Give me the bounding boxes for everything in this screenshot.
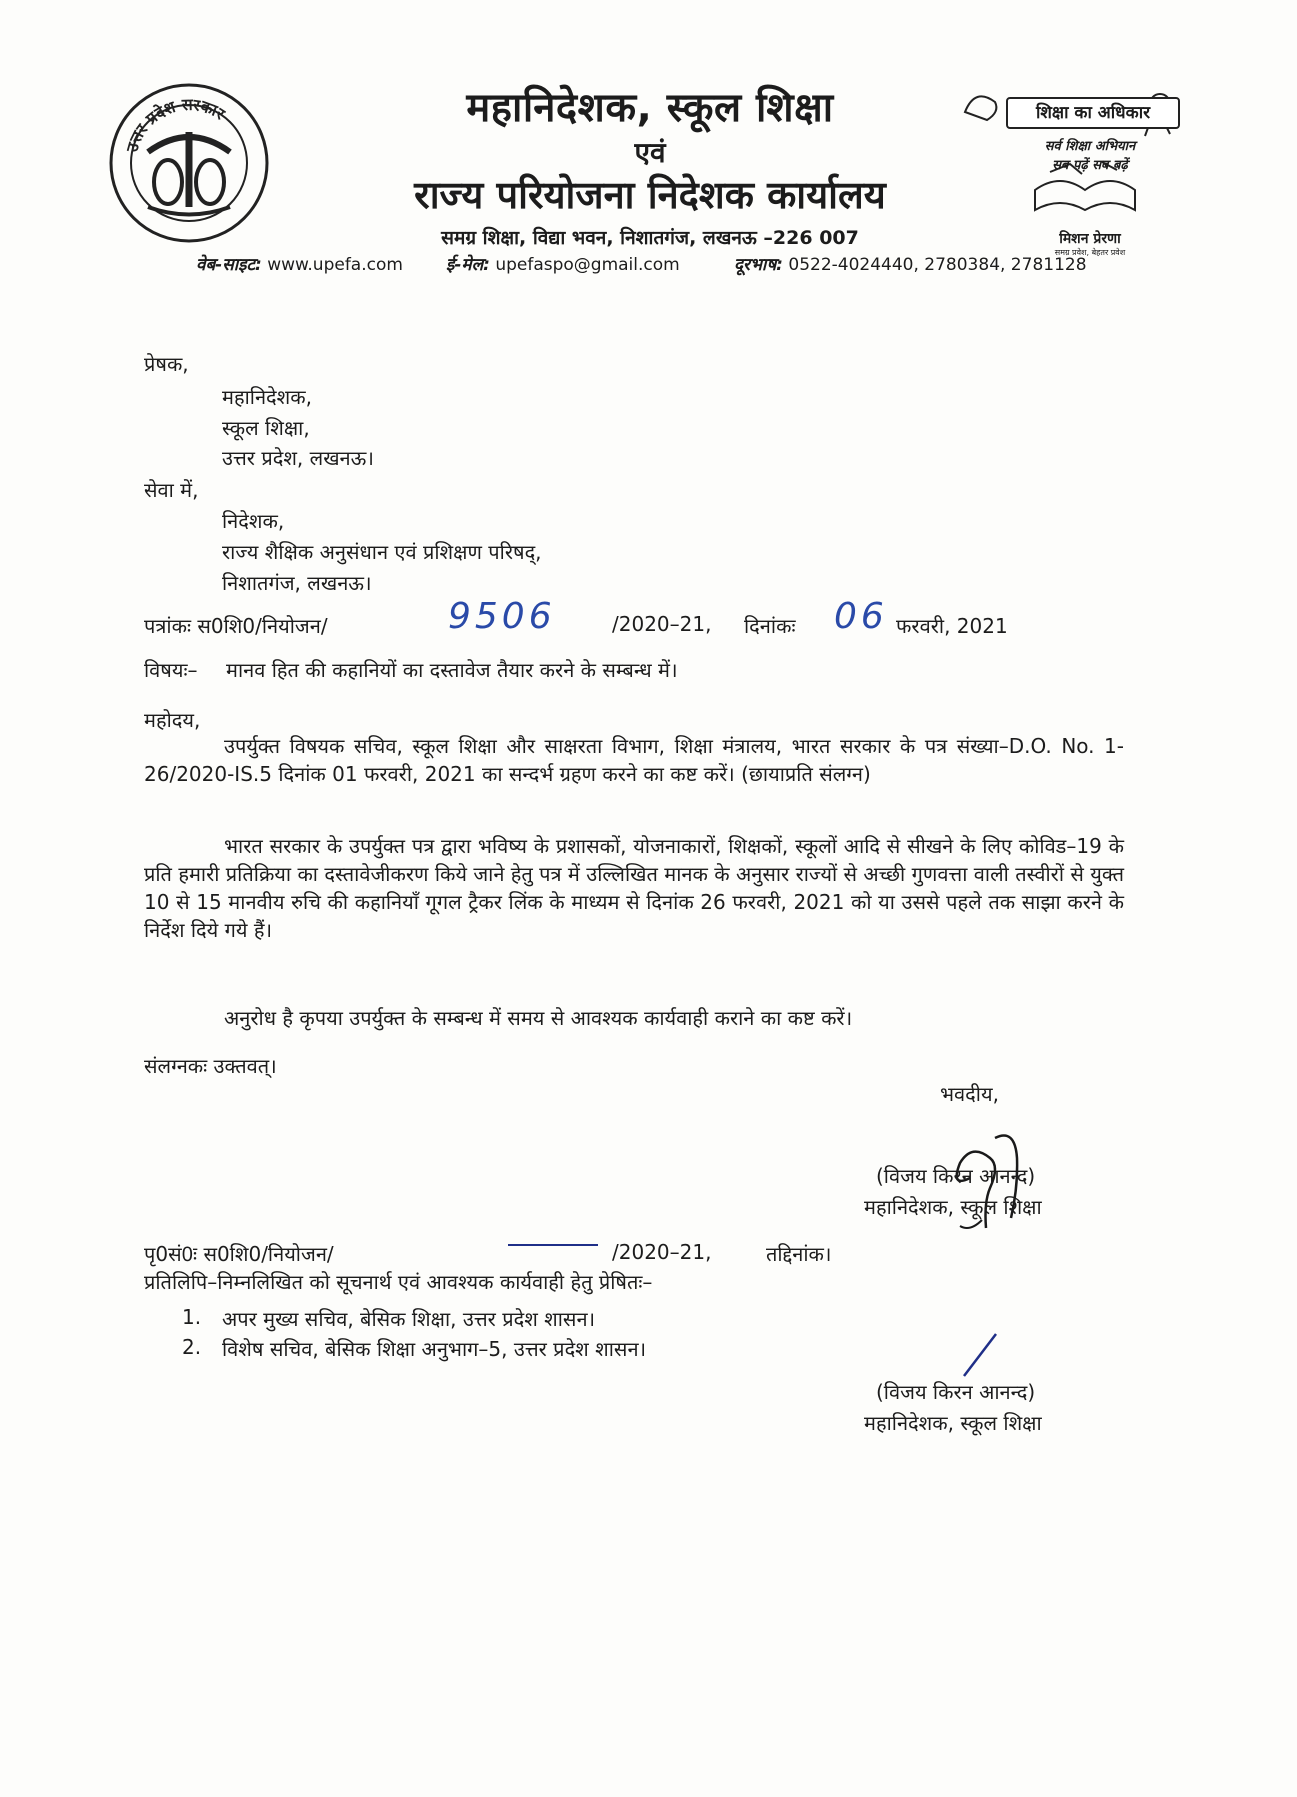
recipient-line-3: निशातगंज, लखनऊ।: [222, 571, 372, 595]
ssa-tagline-2: सब पढ़ें सब बढ़ें: [1052, 158, 1128, 173]
recipient-heading: सेवा में,: [144, 478, 199, 502]
up-government-emblem-icon: [108, 82, 270, 244]
initial-mark-icon: [960, 1330, 1000, 1380]
copy-item-2: विशेष सचिव, बेसिक शिक्षा अनुभाग–5, उत्तर प्रदेश शासन।: [222, 1337, 647, 1361]
letterhead-and: एवं: [634, 136, 666, 169]
copy-ref-handwritten-line: [508, 1244, 598, 1246]
mission-prerna-small: समग्र प्रवेश, बेहतर प्रवेश: [1054, 248, 1126, 257]
email-label: ई-मेल:: [446, 255, 490, 275]
sender-line-1: महानिदेशक,: [222, 385, 312, 409]
sender-line-3: उत्तर प्रदेश, लखनऊ।: [222, 446, 374, 470]
subject-text: मानव हित की कहानियों का दस्तावेज तैयार करने के सम्बन्ध में।: [226, 658, 678, 682]
subject-label: विषयः–: [144, 658, 198, 682]
paragraph-3: [144, 1004, 1124, 1032]
ref-number-handwritten: 9506: [448, 596, 556, 637]
ref-prefix: पत्रांकः स0शि0/नियोजन/: [144, 614, 328, 638]
website-label: वेब-साइट:: [196, 255, 262, 275]
copy-item-1-num: 1.: [182, 1305, 202, 1329]
closing: भवदीय,: [940, 1082, 999, 1106]
ref-day-handwritten: 06: [834, 596, 888, 637]
ssa-tagline-1: सर्व शिक्षा अभियान: [1044, 139, 1136, 154]
letterhead-title-1: महानिदेशक, स्कूल शिक्षा: [466, 85, 834, 131]
signatory2-name: (विजय किरन आनन्द): [876, 1380, 1036, 1404]
copy-intro: प्रतिलिपि–निम्नलिखित को सूचनार्थ एवं आवश्यक कार्यवाही हेतु प्रेषितः–: [144, 1270, 653, 1294]
paragraph-1: [144, 732, 1124, 788]
sender-heading: प्रेषक,: [144, 352, 189, 376]
paragraph-1-text: उपर्युक्त विषयक सचिव, स्कूल शिक्षा और साक्षरता विभाग, शिक्षा मंत्रालय, भारत सरकार के पत्र संख्या–D.O. No. 1-26/2020-IS.5 दिनांक 01 फरवरी, 2021 का सन्दर्भ ग्रहण करने का कष्ट करें। (छायाप्रति संलग्न): [144, 734, 1124, 786]
copy-ref-year: /2020–21,: [612, 1240, 712, 1264]
paragraph-2-text: भारत सरकार के उपर्युक्त पत्र द्वारा भविष्य के प्रशासकों, योजनाकारों, शिक्षकों, स्कूलों आदि से सीखने के लिए कोविड–19 के प्रति हमारी प्रतिक्रिया का दस्तावेजीकरण किये जाने हेतु पत्र में उल्लिखित मानक के अनुसार राज्यों से अच्छी गुणवत्ता वाली तस्वीरों से युक्त 10 से 15 मानवीय रुचि की कहानियाँ गूगल ट्रैकर लिंक के माध्यम से दिनांक 26 फरवरी, 2021 को या उससे पहले तक साझा करने के निर्देश दिये गये हैं।: [144, 834, 1124, 942]
salutation: महोदय,: [144, 708, 201, 732]
copy-item-2-num: 2.: [182, 1335, 202, 1359]
sender-line-2: स्कूल शिक्षा,: [222, 416, 310, 440]
copy-item-1: अपर मुख्य सचिव, बेसिक शिक्षा, उत्तर प्रदेश शासन।: [222, 1307, 596, 1331]
email-link[interactable]: upefaspo@gmail.com: [495, 255, 680, 275]
letterhead-address: समग्र शिक्षा, विद्या भवन, निशातगंज, लखनऊ –226 007: [441, 227, 859, 249]
recipient-line-2: राज्य शैक्षिक अनुसंधान एवं प्रशिक्षण परिषद्,: [222, 540, 542, 564]
mission-prerna-label: मिशन प्रेरणा: [1059, 231, 1121, 247]
phone-label: दूरभाष:: [734, 255, 783, 275]
letterhead-title-2: राज्य परियोजना निदेशक कार्यालय: [414, 173, 886, 217]
copy-ref-prefix: पृ0सं0ः स0शि0/नियोजन/: [144, 1242, 334, 1266]
signatory-designation: महानिदेशक, स्कूल शिक्षा: [864, 1195, 1042, 1219]
recipient-line-1: निदेशक,: [222, 509, 285, 533]
paragraph-2: [144, 832, 1124, 944]
enclosure: संलग्नकः उक्तवत्।: [144, 1054, 277, 1078]
phone-number: 0522-4024440, 2780384, 2781128: [788, 255, 1087, 275]
signatory-name: (विजय किरन आनन्द): [876, 1164, 1036, 1188]
paragraph-3-text: अनुरोध है कृपया उपर्युक्त के सम्बन्ध में समय से आवश्यक कार्यवाही कराने का कष्ट करें।: [224, 1006, 853, 1030]
ref-year: /2020–21,: [612, 612, 712, 636]
ref-month-year: फरवरी, 2021: [896, 614, 1008, 638]
ref-date-label: दिनांकः: [744, 614, 796, 638]
signatory2-designation: महानिदेशक, स्कूल शिक्षा: [864, 1411, 1042, 1435]
rte-banner: शिक्षा का अधिकार: [1006, 97, 1180, 129]
emblem-text: उत्तर प्रदेश सरकार: [122, 94, 229, 155]
website-link[interactable]: www.upefa.com: [267, 255, 403, 275]
copy-ref-date: तद्दिनांक।: [766, 1242, 832, 1266]
